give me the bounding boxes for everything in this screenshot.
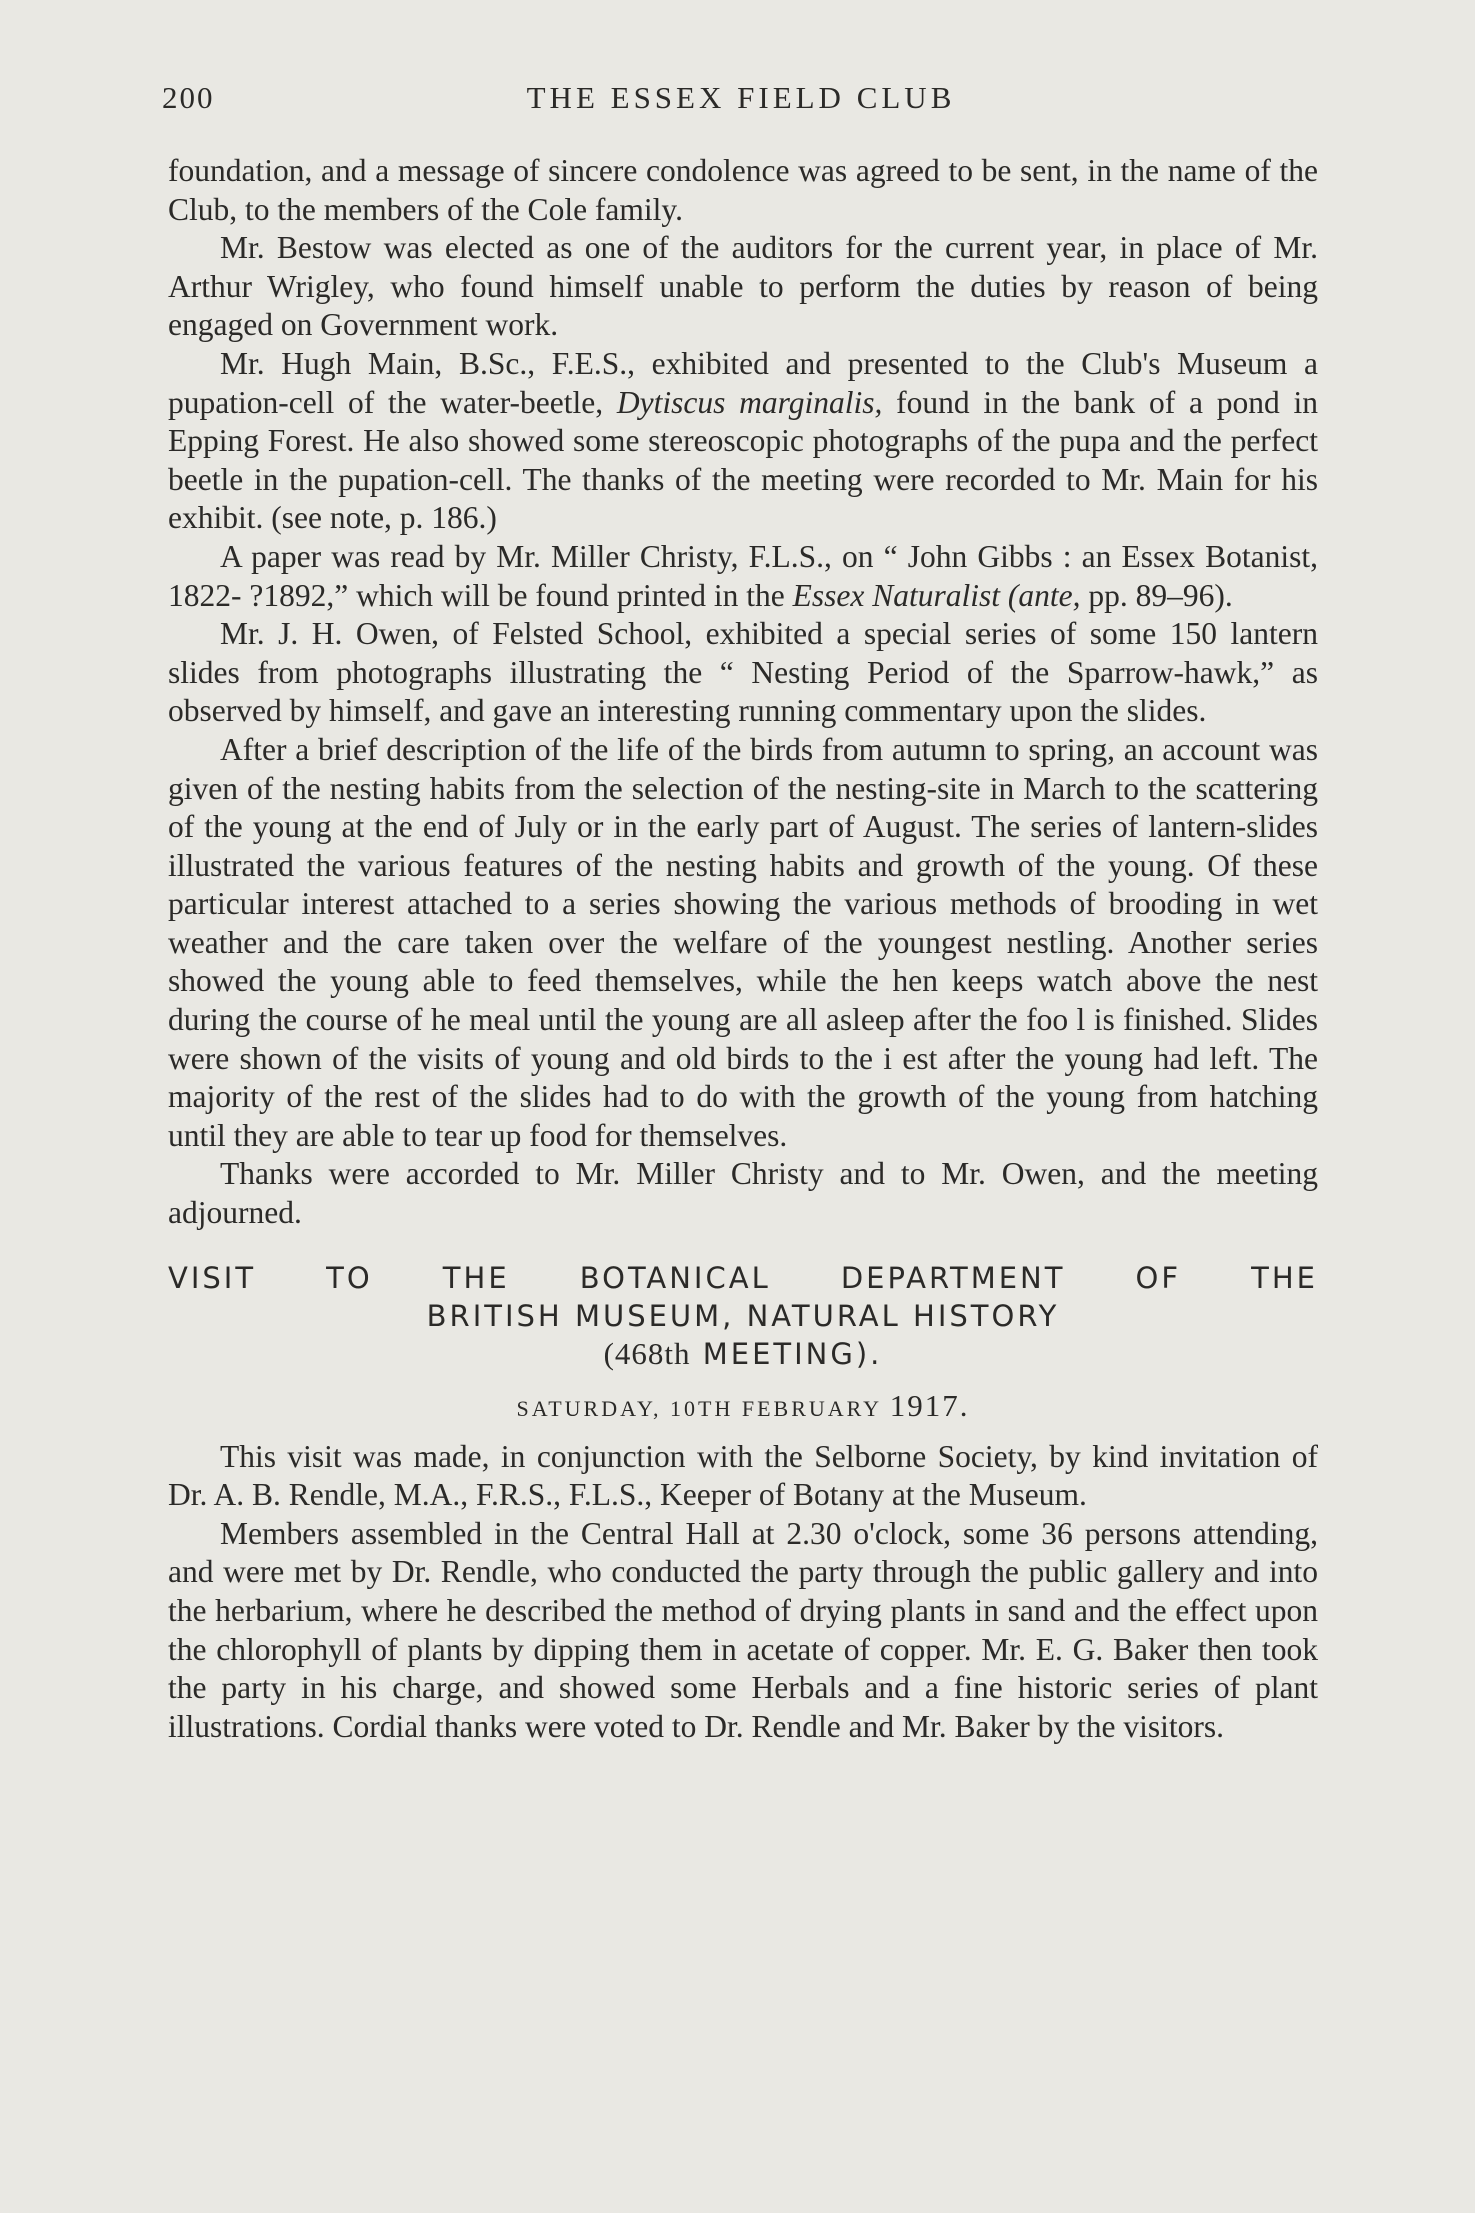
section-heading [168, 1259, 1318, 1373]
meeting-number: (468th [603, 1335, 691, 1371]
paragraph-condolence: foundation, and a message of sincere condolence was agreed to be sent, in the name of the Club, to the members of the Cole family. [168, 153, 1318, 227]
section-heading-line2: BRITISH MUSEUM, NATURAL HISTORY [426, 1298, 1060, 1333]
paragraph-main-exhibit-start: Mr. Hugh Main, B.Sc., F.E.S., exhibited and presented to the Club's Museum a pupation-cell of the water-beetle, [168, 345, 1318, 420]
paragraph-nesting-description: After a brief description of the life of the birds from autumn to spring, an account was given of the nesting habits from the selection of the nesting-site in March to the scattering of the young at the end of July or in the early part of August. The series of lantern-slides illustrated the various features of the nesting habits and growth of the young. Of these particular interest attached to a series showing the various methods of brooding in wet weather and the care taken over the welfare of the youngest nestling. Another series showed the young able to feed themselves, while the hen keeps watch above the nest during the course of he meal until the young are all asleep after the foo l is finished. Slides were shown of the visits of young and old birds to the i est after the young had left. The majority of the rest of the slides had to do with the growth of the young from hatching until they are able to tear up food for themselves. [168, 731, 1318, 1153]
journal-reference: Essex Naturalist (ante, [792, 577, 1081, 613]
paragraph-christy-paper [168, 538, 1318, 615]
paragraph-christy-end: pp. 89–96). [1080, 577, 1233, 613]
meeting-date-year: 1917. [889, 1387, 970, 1423]
paragraph-main-exhibit-end: found in the bank of a pond in Epping Forest. He also showed some stereoscopic photographs of the pupa and the perfect beetle in the pupation-cell. The thanks of the meeting were recorded to Mr. Main for his exhibit. (see note, p. 186.) [168, 384, 1318, 536]
paragraph-main-exhibit [168, 345, 1318, 538]
meeting-date [168, 1387, 1318, 1428]
section-heading-line3 [168, 1335, 1318, 1373]
meeting-date-text: SATURDAY, 10TH FEBRUARY [516, 1395, 882, 1421]
paragraph-auditor: Mr. Bestow was elected as one of the auditors for the current year, in place of Mr. Arthur Wrigley, who found himself unable to perform the duties by reason of being engaged on Government work. [168, 230, 1318, 343]
species-name: Dytiscus marginalis, [616, 384, 883, 420]
running-head [162, 80, 1320, 124]
paragraph-thanks: Thanks were accorded to Mr. Miller Christy and to Mr. Owen, and the meeting adjourned. [168, 1156, 1318, 1231]
paragraph-members-assembled: Members assembled in the Central Hall at 2.30 o'clock, some 36 persons attending, and were met by Dr. Rendle, who conducted the party through the public gallery and into the herbarium, where he described the method of drying plants in sand and the effect upon the chlorophyll of plants by dipping them in acetate of copper. Mr. E. G. Baker then took the party in his charge, and showed some Herbals and a fine historic series of plant illustrations. Cordial thanks were voted to Dr. Rendle and Mr. Baker by the visitors. [168, 1515, 1318, 1744]
meeting-word: MEETING). [702, 1336, 883, 1371]
paragraph-christy-start: A paper was read by Mr. Miller Christy, F.L.S., on “ John Gibbs : an Essex Botanist, 1822- ?1892,” which will be found printed in the [168, 538, 1318, 613]
journal-title: THE ESSEX FIELD CLUB [526, 80, 956, 115]
paragraph-owen-slides: Mr. J. H. Owen, of Felsted School, exhibited a special series of some 150 lantern slides from photographs illustrating the “ Nesting Period of the Sparrow-hawk,” as observed by himself, and gave an interesting running commentary upon the slides. [168, 616, 1318, 729]
paragraph-visit: This visit was made, in conjunction with the Selborne Society, by kind invitation of Dr. A. B. Rendle, M.A., F.R.S., F.L.S., Keeper of Botany at the Museum. [168, 1438, 1318, 1513]
section-heading-line1: VISIT TO THE BOTANICAL DEPARTMENT OF THE [168, 1260, 1318, 1295]
page-number: 200 [162, 80, 215, 115]
body-text [168, 152, 1318, 1746]
